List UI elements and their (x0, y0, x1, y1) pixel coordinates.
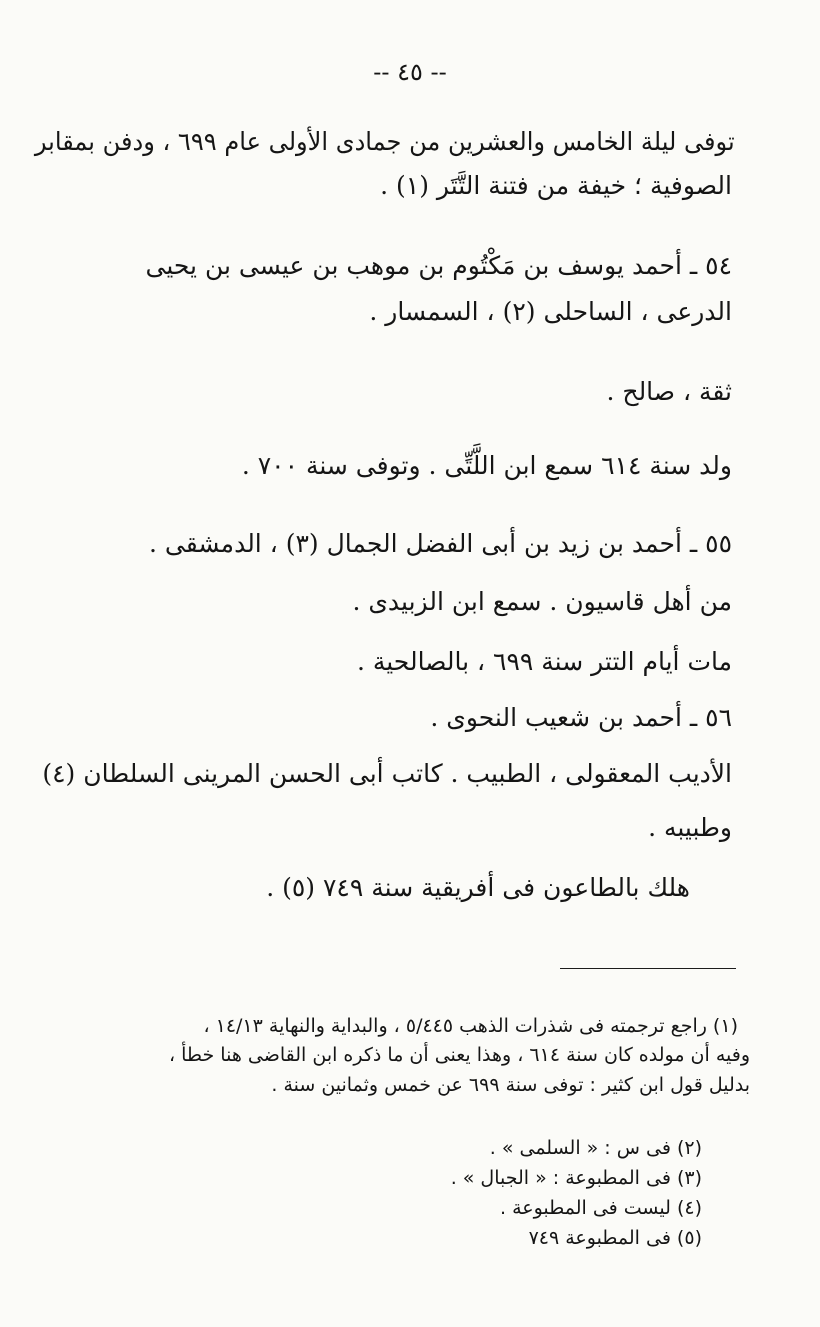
entry-55-heading: ٥٥ ـ أحمد بن زيد بن أبى الفضل الجمال (٣) ، الدمشقى . (149, 529, 732, 558)
entry-54-line-4: ولد سنة ٦١٤ سمع ابن اللَّتِّى . وتوفى سنة ٧٠٠ . (241, 451, 732, 480)
footnote-4: (٤) ليست فى المطبوعة . (499, 1197, 702, 1219)
footnote-5: (٥) فى المطبوعة ٧٤٩ (528, 1227, 702, 1249)
body-line-1: توفى ليلة الخامس والعشرين من جمادى الأولى عام ٦٩٩ ، ودفن بمقابر (35, 127, 735, 156)
footnote-1-line-2: وفيه أن مولده كان سنة ٦١٤ ، وهذا يعنى أن ما ذكره ابن القاضى هنا خطأ ، (168, 1044, 750, 1066)
entry-55-line-3: مات أيام التتر سنة ٦٩٩ ، بالصالحية . (356, 647, 732, 676)
footnote-separator (560, 968, 736, 969)
page-number: -- ٤٥ -- (373, 58, 447, 86)
entry-54-heading: ٥٤ ـ أحمد يوسف بن مَكْتُوم بن موهب بن عيسى بن يحيى (145, 251, 732, 280)
footnote-1-line-1: (١) راجع ترجمته فى شذرات الذهب ٥/٤٤٥ ، والبداية والنهاية ١٤/١٣ ، (203, 1015, 738, 1037)
entry-56-heading: ٥٦ ـ أحمد بن شعيب النحوى . (430, 703, 732, 732)
footnote-2: (٢) فى س : « السلمى » . (489, 1137, 702, 1159)
entry-54-line-2: الدرعى ، الساحلى (٢) ، السمسار . (369, 297, 732, 326)
footnote-1-line-3: بدليل قول ابن كثير : توفى سنة ٦٩٩ عن خمس وثمانين سنة . (271, 1074, 750, 1096)
entry-56-line-4: هلك بالطاعون فى أفريقية سنة ٧٤٩ (٥) . (266, 873, 690, 902)
footnote-3: (٣) فى المطبوعة : « الجبال » . (450, 1167, 702, 1189)
entry-55-line-2: من أهل قاسيون . سمع ابن الزبيدى . (352, 587, 732, 616)
entry-56-line-3: وطبيبه . (648, 813, 732, 842)
entry-56-line-2: الأديب المعقولى ، الطبيب . كاتب أبى الحسن المرينى السلطان (٤) (42, 759, 732, 788)
entry-54-line-3: ثقة ، صالح . (606, 377, 732, 406)
body-line-2: الصوفية ؛ خيفة من فتنة التَّتَر (١) . (380, 171, 732, 200)
